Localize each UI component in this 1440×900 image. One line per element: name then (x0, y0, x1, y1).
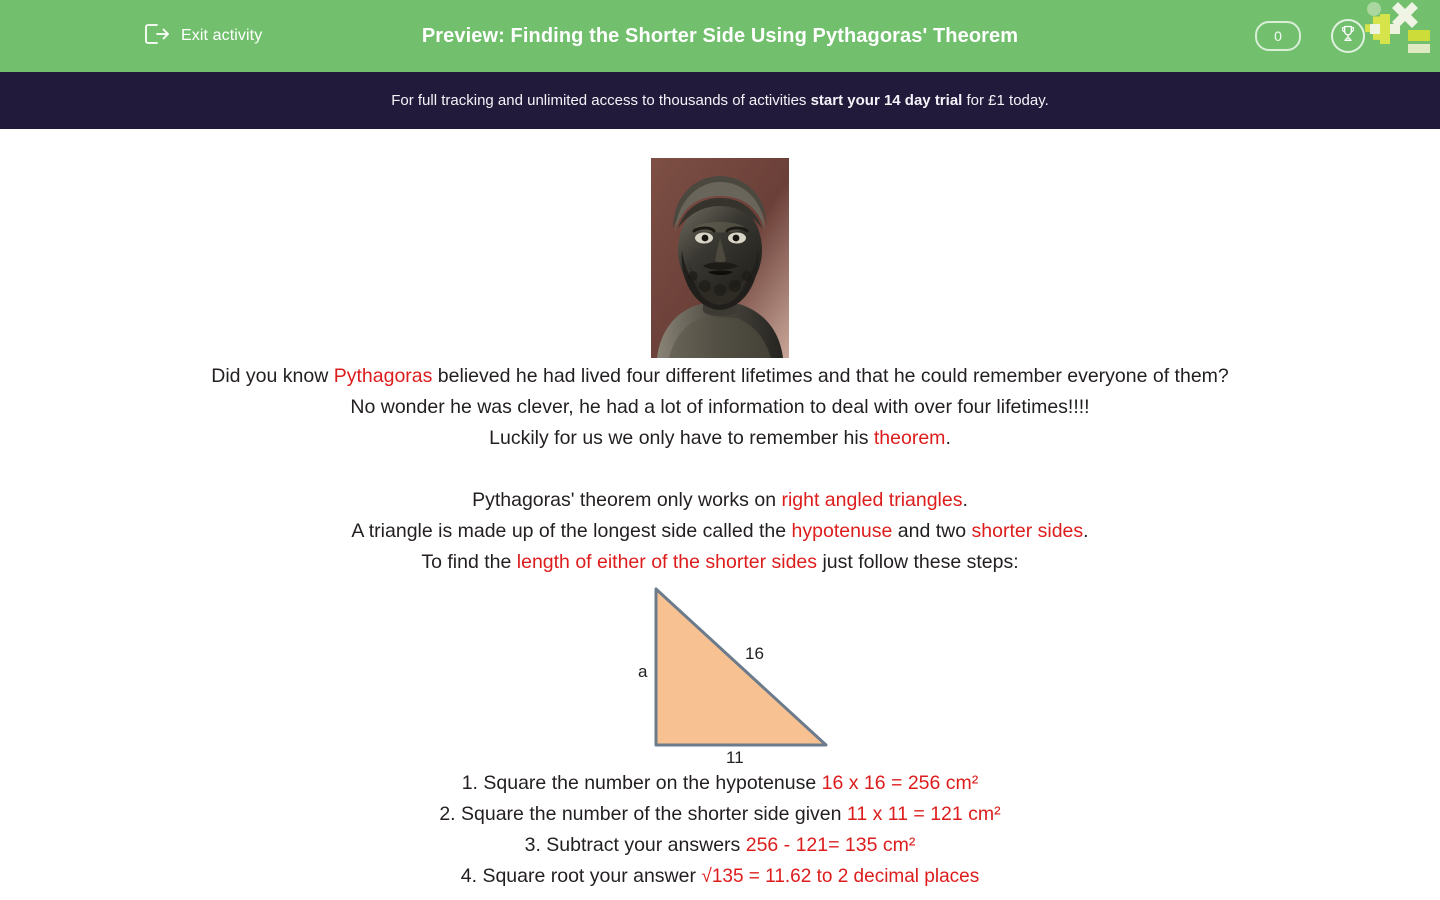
step-item-3 (0, 830, 1440, 861)
intro-line-1 (0, 361, 1440, 392)
exit-arrow-icon (144, 22, 170, 51)
theorem-line-3-b: just follow these steps: (817, 551, 1019, 573)
page-title: Preview: Finding the Shorter Side Using Pythagoras' Theorem (421, 24, 1019, 47)
trophy-icon (1338, 24, 1358, 49)
step-item-2 (0, 799, 1440, 830)
step-2-answer: 11 x 11 = 121 cm² (846, 803, 1001, 825)
theorem-line-2-b: and two (892, 520, 972, 542)
promo-text-before: For full tracking and unlimited access to thousands of activities (391, 92, 811, 109)
step-2-text: Square the number of the shorter side given (461, 803, 847, 825)
theorem-line-1 (0, 485, 1440, 516)
step-item-1 (0, 768, 1440, 799)
intro-line-3-a: Luckily for us we only have to remember his (489, 427, 874, 449)
theorem-line-1-b: . (962, 489, 968, 511)
step-1-text: Square the number on the hypotenuse (483, 772, 822, 794)
theorem-paragraph (0, 485, 1440, 578)
theorem-line-2-highlight-1: hypotenuse (791, 520, 893, 542)
header-actions (1255, 0, 1365, 72)
activity-content (0, 129, 1440, 892)
intro-line-2: No wonder he was clever, he had a lot of information to deal with over four lifetimes!!!! (350, 396, 1090, 418)
steps-list (0, 768, 1440, 892)
app-header (0, 0, 1440, 72)
triangle-label-hypotenuse: 16 (745, 644, 764, 663)
intro-line-1-a: Did you know (211, 365, 334, 387)
intro-line-1-b: believed he had lived four different lifetimes and that he could remember everyone of them? (432, 365, 1229, 387)
theorem-line-1-a: Pythagoras' theorem only works on (472, 489, 782, 511)
step-2-number: 2. (439, 803, 462, 825)
intro-paragraph (0, 361, 1440, 454)
theorem-line-2-c: . (1083, 520, 1089, 542)
theorem-line-3 (0, 547, 1440, 578)
promo-text-after: for £1 today. (962, 92, 1049, 109)
theorem-line-3-highlight: length of either of the shorter sides (516, 551, 818, 573)
pythagoras-portrait-wrap (0, 129, 1440, 358)
theorem-line-2 (0, 516, 1440, 547)
theorem-line-2-highlight-2: shorter sides (971, 520, 1084, 542)
triangle-label-base: 11 (726, 748, 744, 767)
step-3-number: 3. (524, 834, 547, 856)
intro-line-3 (0, 423, 1440, 454)
step-4-number: 4. (460, 865, 483, 887)
step-1-answer: 16 x 16 = 256 cm² (821, 772, 979, 794)
step-1-number: 1. (461, 772, 484, 794)
step-3-text: Subtract your answers (546, 834, 746, 856)
intro-line-3-b: . (945, 427, 951, 449)
exit-activity-button[interactable] (144, 0, 262, 72)
pythagoras-portrait-image (651, 158, 789, 358)
step-item-4 (0, 861, 1440, 892)
promo-banner[interactable] (0, 72, 1440, 129)
promo-banner-text (391, 92, 1049, 109)
step-4-text: Square root your answer (482, 865, 702, 887)
theorem-line-1-highlight: right angled triangles (781, 489, 963, 511)
intro-line-1-highlight: Pythagoras (333, 365, 433, 387)
step-4-answer: √135 = 11.62 to 2 decimal places (701, 866, 980, 887)
brand-logo-shapes (1360, 0, 1432, 60)
promo-text-bold: start your 14 day trial (810, 92, 963, 109)
exit-activity-label: Exit activity (181, 27, 263, 44)
theorem-line-2-a: A triangle is made up of the longest side called the (351, 520, 792, 542)
right-triangle-diagram (605, 578, 835, 768)
triangle-label-vertical: a (638, 662, 648, 681)
score-value: 0 (1274, 28, 1282, 44)
intro-line-3-highlight: theorem (873, 427, 946, 449)
score-badge[interactable] (1255, 21, 1301, 51)
step-3-answer: 256 - 121= 135 cm² (745, 834, 916, 856)
theorem-line-3-a: To find the (421, 551, 517, 573)
